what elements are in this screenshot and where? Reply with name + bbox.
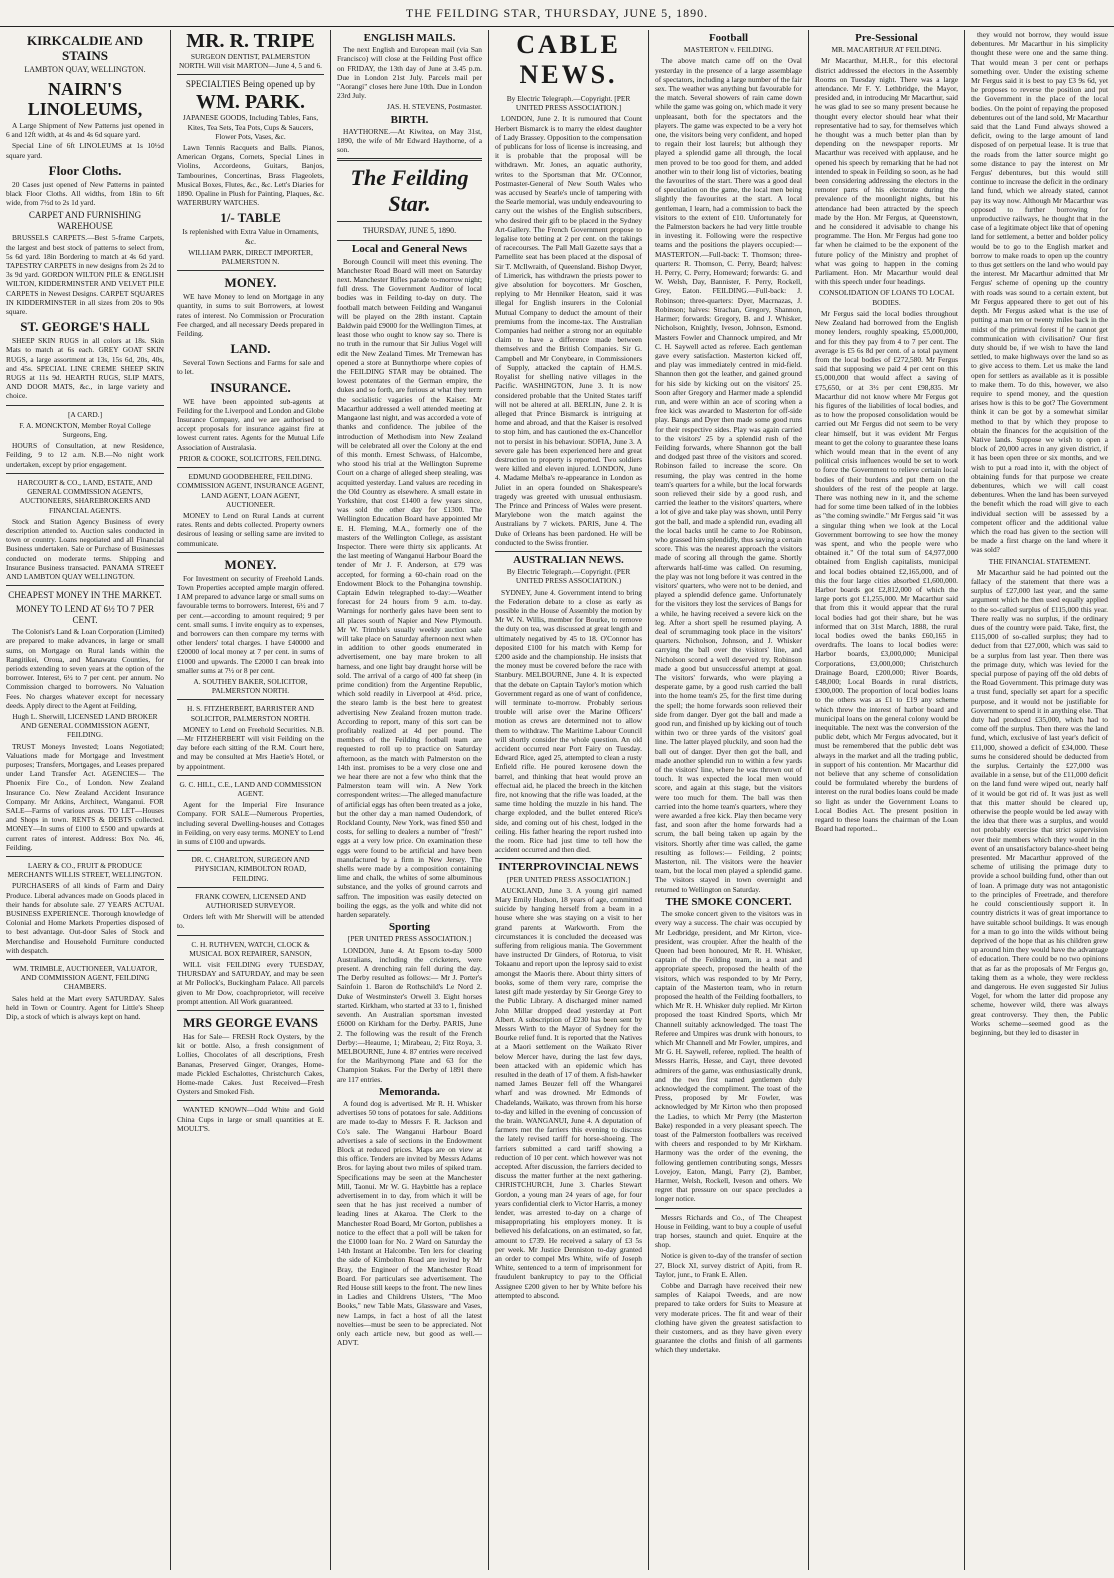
hall-text: SHEEP SKIN RUGS in all colors at 18s. Skin Mats to match at 6s each. GREY GOAT SKIN RUGS, a large assortment at 13s, 15s 6d, 20s, 40s, and 45s. SPECIAL LINE CREME SHEEP SKIN RUGS at 11s 9d. HEARTH RUGS, SLIP MATS, AND DOOR MATS, &c., in large variety and choice. [6,336,164,401]
laery-text: PURCHASERS of all kinds of Farm and Dairy Produce. Liberal advances made on Goods placed in their hands for absolute sale. 27 YEARS ACTUAL BUSINESS EXPERIENCE. Thorough knowledge of Colonial and Home Markets Properties disposed of to best advantage. Out-door Sales of Stock and Merchandise and Household Furniture conducted with despatch. [6,881,164,955]
sherwill-name: Hugh L. Sherwill, LICENSED LAND BROKER AND GENERAL COMMISSION AGENT, FEILDING. [12,711,158,740]
money2-title: MONEY. [224,556,277,572]
mails-title: ENGLISH MAILS. [363,32,456,44]
park-text: Lawn Tennis Racquets and Balls. Pianos, American Organs, Cornets, Special Lines in Violins, Accordeons, Guitars, Banjos, Tambourines, Concertinas, Brass Flageolets, Musical Boxes, Flutes, &c., &c. Lett's Diaries for 1890. Opaline in Plush for Painting, Plaques, &c. WATERBURY WATCHES. [177,143,324,208]
local-ad-3: Cobbe and Darragh have received their new samples of Kaiapoi Tweeds, and are now prepared to take orders for Suits to Measure at very moderate prices. The fit and wear of their clothing have given the greatest satisfaction to their customers, and as they have given every guarantee the cloths and finish of all garments which they undertake. [655,1281,802,1355]
issue-date: THURSDAY, JUNE 5, 1890. [362,226,457,236]
local-news-text: Borough Council will meet this evening. The Manchester Road Board will meet on Saturday next. Manchester Rifles parade to-morrow night; full dress. The Government Auditor of local bodies was in Feilding to-day on duty. The football match between Feilding and Wanganui will be played on the 28th instant. Captain Baldwin paid £9000 for the Wellington Times, at least those who ought to know say so. There is no truth in the rumour that Sir Julius Vogel will edit the New Zealand Times. Mr Tremewan has opened a store at Bunnythorpe where copies of the FEILDING STAR may be obtained. The lowest potentates of the German empire, the dukes and so forth, are furious at what they term the socialistic vagaries of the Kaiser. Mr Macarthur addressed a well attended meeting at Mangaone last night, and was accorded a vote of thanks and confidence. The jubilee of the introduction of Methodism into New Zealand will be celebrated all over the Colony at the end of this month. Ernest Schwass, of Halcombe, who stood his trial at the Wellington Supreme Court on a charge of alleged sheep stealing, was acquitted yesterday. Land values are receding in the Old Country as elsewhere. A small estate in Yorkshire, that cost £1400 a few years since, was sold the other day for £1300. The Wellington Education Board have appointed Mr E. H. Fleming, M.A., formerly one of the masters of the Wellington College, as assistant Inspector. There were thirty six applicants. At the last meeting of Wanganui Harbour Board the tender of Mr J. F. Anderson, at £79 was accepted, for forming a 60-chain road on the Endowment Block to the Pohangina township. Captain Edwin telegraphed to-day:—Weather forecast for 24 hours from 9 a.m. to-day. Warnings for northerly gales have been sent to all places south of Napier and New Plymouth. Mr W. Trimble's usually weekly auction sale will take place on Saturday afternoon next when in addition to other goods enumerated in advertisement, one bay mare broken to all harness, and one light bay draught horse will be sold. The arrival of a cargo of 400 fat sheep (in prime condition) from the Argentine Republic, which sold readily in Liverpool at 4½d. price, the stearo lamb is the best here to greatest advertising New Zealand frozen mutton trade. According to report, many of this sort can be profitably realized at 4d per pound. The members of the Feilding football team are requested to roll up to practice on Saturday afternoon, as the match with Palmerston on the 14th inst. promises to be a very close one and we hear there are not a few who think that the Palmerston team will win. A New York correspondent writes:—The alleged manufacture of artificial eggs has often been treated as a joke, but the other day a man named Oudendork, of Rockland County, New York, was fined $50 and costs, for selling to dealers a number of "fresh" eggs at a very low price. On examination these eggs were found to be artificial and have been manufactured by a firm in New Jersey. The shells were made by a composition containing lime and chalk, the whites of some albuminous substance, and the yolks of ground carrots and saffron. The imposition was easily detected on boiling the eggs, as the yolk and white did not harden separately. [337,256,482,920]
paper-title: The Feilding Star. [350,165,469,217]
land-text: Several Town Sections and Farms for sale and to let. [177,358,324,377]
tripe-text: SURGEON DENTIST, PALMERSTON NORTH. Will visit MARTON—June 4, 5 and 6. [178,52,323,71]
sherwill-text: TRUST Moneys Invested; Loans Negotiated; Valuations made for Mortgage and Investment purposes; Transfers, Mortgages, and Leases prepared under Land Transfer Act. AGENCIES— The Phoenix Fire Co., of London. New Zealand Insurance Co. New Zealand Accident Insurance Company. Mr Atkins, Architect, Wanganui. FOR SALE—Farms of various areas. TO LET—Houses and Shops in town. RENTS & DEBTS collected. MONEY—In sums of £100 to £500 and upwards at current rates of interest. Address: Box No. 46, Feilding. [6,741,164,852]
sporting-text: LONDON, June 4. At Epsom to-day 5000 Australians, including the cricketers, were present. A drenching rain fell during the day. The Derby resulted as follows:— Mr J. Porter's Sainfoin 1. Baron de Rothschild's Le Nord 2. Duke of Westminster's Orwell 3. Eight horses started. Kirkham, who started at 33 to 1, finished seventh. An Australian sportsman invested £6000 on Kirkham for the Derby. PARIS, June 2. The following was the result of the French Derby:—Heaume, 1; Mirabeau, 2; Fitz Roya, 3. MELBOURNE, June 4. 87 entries were received for the Maribyrnong Plate and 63 for the Champion Stakes. For the Derby of 1891 there are 117 entries. [337,945,482,1084]
masthead: THE FEILDING STAR, THURSDAY, JUNE 5, 1890. [0,0,1114,27]
cowen-name: FRANK COWEN, LICENSED AND AUTHORISED SURVEYOR. [195,891,306,911]
column-1 [0,30,170,1570]
goodbehere-text: MONEY to Lend on Rural Lands at current rates. Rents and debts collected. Property owners desirous of leasing or selling same are invited to communicate. [177,510,324,548]
local-ad-1: Messrs Richards and Co., of The Cheapest House in Feilding, want to buy a couple of useful trap horses, staunch and quiet. Enquire at the shop. [655,1212,802,1250]
sporting-title: Sporting [389,921,430,934]
consolidation-text: Mr Fergus said the local bodies throughout New Zealand had borrowed from the English money lenders, roughly speaking, £5,000,000, and for this they pay from 4 to 7 per cent. The average is £5 6s 8d per cent. of a total payment from the local bodies of £272,580. Mr Fergus said that supposing we paid 4 per cent on this £5,000,000 that would affect a saving of £75,650, or at 3½ per cent £98,835. Mr Macarthur did not know where Mr Fergus got his figures of the liabilities of local bodies, and as to how the proposed consolidation would be carried out Mr Fergus did not seem to be very clear himself, but it was evident Mr Fergus meant to get the colony to guarantee these loans which would mean that in the event of any political crisis influences would be set to work to force the Government to relieve certain local bodies of their burdens and put them on the shoulders of the rest of the people at large. There was nothing new in it, and the scheme had for some time been talked of in the lobbies as "the coming swindle." Mr Fergus said "it was a singular thing when we look at the Local Government borrowing to see how the money was spent, and who the people were who obtained it." Of the total sum of £4,977,000 obtained from English capitalists, municipal and local bodies obtained £2,165,000, and of this the four large cities absorbed £1,600,000. Harbor boards got £2,812,000 of which the large ports got £1,255,000. Mr Macarthur said that from this it would appear that the rural local bodies had got their share, but he was informed that on 31st March, 1888, the rural local bodies owed the banks £60,165 in overdrafts. The loans to local bodies were: Harbor boards, £3,000,000; Municipal Corporations, £3,000,000; Christchurch Drainage Board, £200,000; River Boards, £48,000; Local Boards in rural districts, £300,000. The proportion of local bodies loans to the others was as £1 to £19 any scheme which threw the interest of harbor board and municipal loans on the general colony would be inequitable. The next was the conversion of the public debt, which Mr Fergus advocated, but it must be remembered that the public debt was always in the market and all the trading public, in support of his contention. Mr Macarthur did not believe that any scheme of consolidation could be formulated whereby the burdens of interest on the rural bodies loans could be made so light as under the Government Loans to Local Bodies Act. The present position in regard to these loans the chairman of the Loan Board had reported... [815,308,958,834]
fitzherbert-name: H. S. FITZHERBERT, BARRISTER AND SOLICITOR, PALMERSTON NORTH. [187,704,314,723]
interprovincial-title: INTERPROVINCIAL NEWS [498,861,639,874]
smoke-concert-text: The smoke concert given to the visitors was in every way a success. The chair was occupied by Mr Ledbridge, president, and Mr Kirton, vice-president, was croupier. After the health of the Queen had been honoured, Mr R. H. Whisker, captain of the Feilding team, in a neat and appropriate speech, proposed the health of the visitors, which was responded to by Mr Perry, captain of the Masterton team, who in return proposed the health of the Feilding footballers, to which Mr R. H. Whisker duly replied. Mr Kirton proposed the toast Kindred Sports, which Mr Channell suitably acknowledged. The toast The Referee and Umpires was drunk with honours, to which Mr Channell and Mr Fowler, umpires, and Mr G. H. Saywell, referee, replied. The health of Messrs Harris, Hesse, and Cayt, three devoted admirers of the game, was enthusiastically drunk, and the two first named gentlemen duly acknowledged the compliment. The toast of the Press, proposed by Mr Fowler, was acknowledged by Mr Kirton who then proposed the Ladies, to which Mr Perry (the Masterton Bake) responded in a very pleasant speech. The toast of the Palmerston footballers was received with cheers and responded to by Mr Kirkham. Harmony was the order of the evening, the following gentlemen contributing songs, Messrs Lovejoy, Eaton, Mangi, Parry (2), Bamber, Harmer, Welsh, Rockell, Iveson and others. We regret that pressure on our space precludes a longer notice. [655,909,802,1204]
monckton-name: F. A. MONCKTON, Member Royal College Surgeons, Eng. [19,420,151,440]
australian-news-title: AUSTRALIAN NEWS. [513,553,624,566]
pre-sessional-title: Pre-Sessional [855,32,918,44]
evans-text: Has for Sale— FRESH Rock Oysters, by the kit or bottle. Also, a fresh consignment of Lollies, Chocolates of all descriptions, Fresh Bananas, Preserved Ginger, Oranges, Home-made Pickled Eschalottes, Christchurch Cakes, Home-made Cakes. Just Received—Fresh Oysters and Smoked Fish. [177,1032,324,1097]
interprovincial-assoc: [PER UNITED PRESS ASSOCIATION.] [506,874,631,884]
monckton-text: HOURS of Consultation, at new Residence, Feilding, 9 to 12 a.m. N.B.—No night work undertaken, except by prior engagement. [6,441,164,469]
floor-cloths-title: Floor Cloths. [48,162,122,178]
table-text: Is replenished with Extra Value in Ornaments, &c. [182,227,319,246]
column-3 [331,30,488,1570]
kirkcaldie-address: LAMBTON QUAY, WELLINGTON. [24,65,146,74]
linoleum-text-2: Special Line of 6ft LINOLEUMS at 1s 10½d square yard. [6,141,164,160]
column-4 [489,30,648,1570]
football-sub: MASTERTON v. FEILDING. [683,45,774,55]
money-text: The Colonist's Land & Loan Corporation (Limited) are prepared to make advances, in large or small sums, on Mortgage on Rural lands within the Rangitikei, Oroua, and Manawatu Counties, for periods extending to seven years at the option of the borrower. Interest, 6½ to 7 per cent. per annum. No Commission charged to borrowers. No Valuation Fees. No charges whatever except for necessary deeds. Apply direct to the Agent at Feilding, [6,627,164,710]
money-title: MONEY. [224,275,277,291]
local-news-title: Local and General News [351,243,468,256]
money-text: WE have Money to lend on Mortgage in any quantity, in sums to suit Borrowers, at lowest rates of interest. No Commission or Procuration Fee charged, and all necessary Deeds prepared in Feilding. [177,292,324,339]
prior-cooke: PRIOR & COOKE, SOLICITORS, FEILDING. [179,453,322,463]
linoleum-text: A Large Shipment of New Patterns just opened in 6 and 12ft width, at 4s and 4s 6d square yard. [6,121,164,140]
column-6 [809,30,964,1570]
baker-name: A. SOUTHEY BAKER, SOLICITOR, PALMERSTON NORTH. [193,676,308,696]
harcourt-text: Stock and Station Agency Business of every description attended to. Auction sales conducted in town or country. Loans negotiated and all Financial Business undertaken. Sale or Purchase of Businesses conducted on moderate terms. Shipping and Insurance Business transacted. PANAMA STREET AND LAMBTON QUAY WELLINGTON. [6,516,164,581]
charlton-name: DR. C. CHARLTON, SURGEON AND PHYSICIAN, KIMBOLTON ROAD, FEILDING. [191,855,310,883]
sporting-assoc: [PER UNITED PRESS ASSOCIATION.] [347,934,472,944]
macarthur-continued-text: they would not borrow, they would issue debentures. Mr Macarthur in his simplicity thought these were one and the same thing. That would mean 3 per cent or perhaps something over. Under the existing scheme Mr Fergus said it is best to pay £3 9s 6d, yet he proposes to reverse the position and put the Government in the place of the local bodies. On the point of repaying the proposed debentures out of the land sold, Mr Macarthur said that the Land Fund always showed a deficit, owing to the large amount of land disposed of on perpetual lease. It is true that the roads from the latter source might go some distance to pay the interest on Mr Fergus' debentures, but this would still continue to increase the deficit in the ordinary land fund, which we already stated, cannot pay its way now. Although Mr Macarthur was opposed to further borrowing for unproductive railways, he thought that in the case of a legitimate object like that of opening land for settlement, a better and bolder policy would be to go to the English market and borrow to make roads to open up the country to thus get settlers on the land who would pay the interest. Mr Macarthur admitted that Mr Fergus' scheme of opening up the country with roads was sound to a certain extent, but Mr Fergus appeared there to get out of his depth. Mr Fergus asked what is the use of putting a man ten or twenty miles back in the midst of the primeval forest if he cannot get communication with civilisation? Our first duty should be, if we wish to have the land settled, to make highways over the land so as to give access to them. Let us make the land open for settlers as available as it is possible to make them. To do this, however, we also require to spend money, and the question arises how is this to be got? The Government think it can be got by a somewhat similar method to that by which they propose to obtain the finances for the acquisition of the Native lands. Suppose we wish to open a block of 20,000 acres in any given district, if it has been open three or six months, and we wish to put a road into it, with the object of obtaining funds for that purpose we create debentures, which we will call coast debentures. When the land has been surveyed the benefit which the road will give to each individual section will be assessed by a competent officer and the additional value which the road has given to the section will be made a first charge on the land where it was sold? [971,30,1108,555]
mails-sign: JAS. H. STEVENS, Postmaster. [386,102,482,112]
evans-name: MRS GEORGE EVANS [183,1015,318,1031]
land-title: LAND. [230,341,271,357]
birth-title: BIRTH. [390,113,429,126]
memoranda-title: Memoranda. [379,1085,440,1098]
consolidation-title: CONSOLIDATION OF LOANS TO LOCAL BODIES. [818,288,955,307]
cable-news-title: CABLE NEWS. [516,30,621,89]
fitzherbert-text: MONEY to Lend on Freehold Securities. N.B.—Mr FITZHERBERT will visit Feilding on the day before each sitting of the R.M. Court here, and may be consulted at Mrs Haetie's Hotel, or by appointment. [177,724,324,771]
insurance-title: INSURANCE. [210,379,291,395]
ruthven-text: WILL visit FEILDING every TUESDAY, THURSDAY and SATURDAY, and may be seen at Mr Pollock's, Buckingham Palace. All parcels given to Mr Dow, coachproprietor, will receive prompt attention. All Work guaranteed. [177,960,324,1006]
trimble-text: Sales held at the Mart every SATURDAY. Sales held in Town or Country. Agent for Little's Sheep Dip, a stock of which is always kept on hand. [6,993,164,1022]
park-name: WM. PARK. [195,91,306,114]
football-title: Football [708,32,749,44]
mails-text: The next English and European mail (via San Francisco) will close at the Feilding Post office on FRIDAY, the 13th day of June at 3.45 p.m. Due in London 21st July. Parcels mail per "Aorangi" closes here June 10th. Due in London 23rd July. [337,45,482,101]
insurance-text: WE have been appointed sub-agents at Feilding for the Liverpool and London and Globe Insurance Company, and we are authorised to accept proposals for insurance against fire at lowest current rates. Agents for the Mutual Life Association of Australasia. [177,396,324,452]
specialties-title: SPECIALTIES Being opened up by [185,79,316,90]
pre-sessional-text: Mr Macarthur, M.H.R., for this electoral district addressed the electors in the Assembly Rooms on Tuesday night. There was a large attendance. Mr F. Y. Lethbridge, the Mayor, presided and, in introducing Mr Macarthur, said he was glad to see so many present because he thought every elector should hear what their representative had to say, for themselves which he thought was a much better plan than by depending on the newspaper reports. Mr Macarthur was received with applause, and he opened his speech by remarking that he had not intended to speak in Feilding so soon, as he had been considering addressing the electors in the remoter parts of his electorate during the prevalence of the moonlight nights, but his attendance had been attracted by the speech made by the Hon. Mr Fergus, at Queenstown, and he considered it advisable to change his programme. The Hon. Mr Fergus had gone too far when he claimed to be the exponent of the future policy of the Ministry and prophet of what was going to happen in the coming Parliament. Hon. Mr Macarthur would deal with this speech under four headings. [815,56,958,287]
park-goods: JAPANESE GOODS, Including Tables, Fans, Kites, Tea Sets, Tea Pots, Cups & Saucers, Flower Pots, Vases, &c. [182,113,319,141]
harcourt-title: HARCOURT & CO., LAND, ESTATE, AND GENERAL COMMISSION AGENTS, AUCTIONEERS, SHAREBROKERS AND FINANCIAL AGENTS. [17,477,153,515]
hall-title: ST. GEORGE'S HALL [20,319,150,335]
park-sign: WILLIAM PARK, DIRECT IMPORTER, PALMERSTON N. [188,247,313,267]
carpet-title: CARPET AND FURNISHING WAREHOUSE [28,210,142,232]
ruthven-name: C. H. RUTHVEN, WATCH, CLOCK & MUSICAL BOX REPAIRER, SANSON, [189,939,312,958]
floor-cloths-text: 20 Cases just opened of New Patterns in painted black Floor Cloths. All widths, from 18in to 6ft wide, from 7½d to 2s 1d yard. [6,179,164,208]
cable-byline: By Electric Telegraph.—Copyright. [PER UNITED PRESS ASSOCIATION.] [506,94,631,113]
financial-statement-text: Mr Macarthur said he had pointed out the fallacy of the statement that there was a surplus of £27,000 last year, and the same argument which he then used equally applied to the so-called surplus of £115,000 this year. There really was no surplus, if the ordinary dues of the country were paid. Take, first, the £115,000 of so-called surplus; they had to deduct from that £27,000, which was said to be a surplus from last year. Then there was the primage duty, which was levied for the special purpose of paying off the old debts of the Road Government. This primage duty was a trust fund, specially set apart for a specific purpose, and it would not be justifiable for Government to spend it in anything else. That duty had produced £35,000, which had to come off the surplus. Then there was the land fund, which, exclusive of last year's deficit of £11,000, showed a deficit of £34,000. These sums he considered should be deducted from the surplus. Certainly the £27,000 was available in a sense, but of the £11,000 deficit on the land fund were wiped out, nearly half of it would be got rid of. It was just as well that this matter should be cleared up, otherwise the people would be led away with the idea that there was a surplus, and would not probably exercise that strict supervision over their members which they would in the event of an unsatisfactory balance-sheet being presented. Mr Macarthur approved of the scheme of utilising the primage duty to provide a school building fund, other than out of loan. A primage duty was not antagonistic to the principles of Freetrade, and therefore he could conscientiously support it. In country districts it was of great importance to have suitable school buildings. It was enough for a man to go into the wilds without being deprived of the hope that as his children grew up around him they would have the advantage of education. There could be no two opinions that as far as the proposals of Mr Fergus go, taking them as a whole, they were reckless and dangerous. He even suggested Sir Julius Vogel, for whom the latter did propose any scheme, however wild, there was always great controversy. They then, the Public Works scheme—seemed good as the beginning, but they led to disaster in [971,567,1108,1037]
table-title: 1/- TABLE [220,210,281,226]
cable-news-text: LONDON, June 2. It is rumoured that Count Herbert Bismarck is to marry the eldest daughter of Lady Brassey. Opposition to the compensation of publicans for loss of license is increasing, and it is probable that the proposal will be withdrawn. Mr. Jones, an aquatic authority, writes to the Sportsman that Mr. O'Connor, Postmaster-General of New South Wales who was accused by Searle's uncle of tampering with the Searle memorial, was unduly endeavouring to carry out the wishes of the English subscribers, who desired their gift to be placed in the Sydney Art-Gallery. The French Government propose to legalise tote betting at 2 per cent. on the takings of racecourses. The Pall Mall Gazette says that a Parnellite seat has been placed at the disposal of Sir T. McIlwraith, of Queensland. Bishop Dwyer, of Limerick, has withdrawn the priests power to give absolution for boycotters. Mr Goschen, replying to Mr Henniker Heaton, said it was illegal for English insurers in the Colonial Mutual Company to deduct the amount of their premiums from the income-tax. The Australian Companies had neither a strong nor an equitable claim to have a difference made between themselves and the British Companies. Sir G. Campbell and Mr Conybeare, in Commissioners of Supply, attacked the captain of H.M.S. Royalist for shelling native villages in the Pacific. WASHINGTON, June 3. It is now considered probable that the United States tariff will not be altered at all. BERLIN, June 2. It is alleged that Prince Bismarck is intriguing at home and abroad, and that the Kaiser is resolved to stop him, and has cautioned the ex-Chancellor not to persist in his behaviour. SOFIA, June 3. A severe gale has been experienced here and great destruction to property is reported. Two soldiers were killed and eleven injured. LONDON, June 4. Madame Melba's re-appearance in London as Juliet in an opera founded on Shakespeare's tragedy was greeted with unusual enthusiasm. The Prince and Princess of Wales were present. Marylebone won the match against the Australians by 7 wickets. PARIS, June 4. The Duke of Orleans has been pardoned. He will be conducted to the Swiss frontier. [495,114,642,547]
cowen-text: Orders left with Mr Sherwill will be attended to. [177,912,324,931]
carpet-text: BRUSSELS CARPETS.—Best 5-frame Carpets, the largest and best stock of patterns to select from, 5s 6d yard. 18in Bordering to match at 4s 6d yard. TAPESTRY CARPETS in new designs from 2s 2d to 3s 9d yard. GORDON WILTON PILE & ENGLISH WILTON, KIDDERMINSTER AND VELVET PILE CARPETS in Newest Designs. CARPET SQUARES IN KIDDERMINSTER in all sizes from 20s to 90s square. [6,233,164,317]
local-ad-2: Notice is given to-day of the transfer of section 27, Block XI, survey district of Apiti, from R. Taylor, junr., to Frank E. Allen. [655,1251,802,1279]
column-2 [171,30,330,1570]
kirkcaldie-name: KIRKCALDIE AND STAINS [27,33,143,63]
goodbehere-name: EDMUND GOODBEHERE, FEILDING. COMMISSION AGENT, INSURANCE AGENT, LAND AGENT, LOAN AGENT, AUCTIONEER. [177,472,324,509]
australian-news-text: SYDNEY, June 4. Government intend to bring the Federation debate to a close as early as possible in the House of Assembly the motion by Mr W. N. Willis, member for Bourke, to remove the duty on tea, was discussed at great length and ultimately negatived by 45 to 18. O'Connor has deposited £100 for his match with Kemp for £200 aside and the championship. He insists that the money must be covered before the race with Stanbury. MELBOURNE, June 4. It is expected that the debate on Captain Taylor's motion which Government regard as one of want of confidence, will terminate to-morrow. Probably serious trouble will arise over the Marine Officers' motion as crews are determined not to allow them to withdraw. The Maritime Labour Council will shortly consider the whole question. An old accident occurred near Port Fairy on Tuesday. Edward Rice, aged 25, attempted to clean a rusty Enfield rifle. He poured kerosene down the barrel, and thinking that heat would prove an effectual aid, he placed the breech in the kitchen fire, not knowing that the rifle was loaded, at the same time holding the muzzle in his hand. The charge exploded, and the bullet entered Rice's side, and coming out of his chest, lodged in the ceiling. His father hearing the report rushed into the room. Rice had just time to tell how the accident occurred and then died. [495,587,642,855]
cheapest-money-title: CHEAPEST MONEY IN THE MARKET. [8,590,162,601]
football-text: The above match came off on the Oval yesterday in the presence of a large assemblage of spectators, including a large number of the fair sex. The weather was anything but favourable for the match. Several showers of rain came down while the game was going on, which made it very unpleasant, both for the spectators and the players. The game was expected to be a very hot one, the visitors being very confident, and hoped to regain their lost laurels; but although they played a splendid game all through, the local men proved to be too good for them, and added another win to their long list of victories, beating the favourites of the start. There was a good deal of speculation on the game, the local men being slightly the favourites at the start. A local gentleman, I learn, had a commission to back the visitors to the extent of £10. Unfortunately for the Palmerston backers he had very little trouble in investing it. Following were the respective teams and the positions the players occupied:— MASTERTON.—Full-back: T. Thomson; three-quarters: R. Thomson, C. Perry, Beard; halves: H. Perry, C. Perry, Homeward; forwards: G. and W. Welsh, Day, Bannister, F. Perry, Rockell, Grey, Eaton. FEILDING.—Full-back: J. Robinson; three-quarters: Dyer, Macrnazas, J. Robinson; halves: Strachan, Gregory, Shannon, Harmer; forwards: Gregory, B. and J. Whisker, Nicholson, Knightly, Iveson, Johnson, Esmond. Masters Fowler and Channock umpired, and Mr C. H. Saywell acted as referee. Each gentleman gave every satisfaction. Masterton kicked off, and play was immediately centred in mid-field. Shannon then got the leather, and gained ground for his side by kicking out on the visitors' 25. Soon after Gregory and Harmer made a splendid run, and were within an ace of scoring when a free kick was awarded to Masterton for off-side play. Bangs and Dyer then made some good runs for their respective sides. Play was again carried to the visitors' 25 by a splendid rush of the Feilding forwards, where Shannon got the ball and dodged past three of the visitors and scored. Robinson failed to increase the score. On resuming, the play was centred in the home team's quarters for a while, but the local forwards soon relieved their side by a good rush, and carried the leather to the visitors' quarters, where a lot of give and take play was shown, until Perry got the ball, and made a splendid run, evading all the local backs until he came to Joe Robinson, who grassed him splendidly, thus saving a certain score. This was the nearest approach the visitors made of scoring all through the game. Shortly afterwards half-time was called. On resuming, the play was not long before it was centred in the visitors' quarters, who were not to be denied, and played a splendid defence game. Unfortunately for the visitors they lost the services of Bangs for a while, he having received a severe kick on the leg. After a short spell he resumed playing. A deal of scrummaging took place in the visitors' quarters. Nicholson, Johnson, and J. Whisker carrying the ball over the visitors' line, and Nicholson scored a well deserved try. Robinson made a good but unsuccessful attempt at goal. The visitors' forwards, who were playing a desperate game, by a good rush carried the ball into the home team's 25, for the first time during the spell; the home forwards soon relieved their side from danger. Dyer got the ball and made a good run, and finished up by kicking out of touch within two or three yards of the visitors' goal line. The latter played pluckily, and soon had the ball out of danger. Dyer then got the ball, and made another splendid run to within a few yards of the visitors' line, where he was thrown out of touch. It was expected the local men would score, and again at this stage, but the visitors were too much for them. The ball was then carried into the home team's quarters, where they were awarded a free kick. Play then became very fast, and soon after the home forwards had a scrum, the ball being taken up again by the visitors. Shortly after time was called, the game resulting as follows:— Feilding, 2 points; Masterton, nil. The visitors were the heavier team, but the local men played a splendid game. The visitors stayed in town overnight and returned to Wellington on Saturday. [655,56,802,894]
column-7 [965,30,1114,1570]
linoleum-title: NAIRN'S LINOLEUMS, [27,79,143,119]
tripe-name: MR. R. TRIPE [186,30,315,52]
column-5 [649,30,808,1570]
money2-text: For Investment on security of Freehold Lands. Town Properties accepted ample margin offered. I AM prepared to advance large or small sums on favourable terms to borrowers. Interest, 6½ and 7 per cent.—according to amount required; 9 per cent. small sums. I invite enquiry as to expenses, and borrowers can then compare my terms with other lenders' total charges. I have £40000 and £20000 of local money at 7 per cent. in sums of £1000 and upwards. The £2000 I can break into smaller sums at 7½ or 8 per cent. [177,573,324,675]
smoke-concert-title: THE SMOKE CONCERT. [665,895,792,908]
laery-name: LAERY & CO., FRUIT & PRODUCE MERCHANTS WILLIS STREET, WELLINGTON. [7,861,163,880]
wanted-known: WANTED KNOWN—Odd White and Gold China Cups in large or small quantities at E. MOULT'S. [177,1105,324,1133]
hill-name: G. C. HILL, C.E., LAND AND COMMISSION AGENT. [179,779,322,798]
card-label: [A CARD.] [67,409,103,419]
interprovincial-text: AUCKLAND, June 3. A young girl named Mary Emily Hudson, 18 years of age, committed suicide by hanging herself from a beam in a house where she was staying on a visit to her grand parents at Warkworth. From the circumstances it is concluded the deceased was suffering from religious mania. The Government have instructed Dr Ginders, of Rotorua, to visit Tokaanu and report upon the leprosy said to exist amongst the Maoris there. About thirty sitters of books, some of them very rare, comprise the latest gift made yesterday by Sir George Grey to the Public Library. A discharged miner named John Millar dropped dead yesterday at Port Albert. A subscription of £230 has been sent by Messrs Wirth to the Mayor of Sydney for the Bourke relief fund. It is reported that the Natives at a Maori settlement on the Waikato River below Mercer have, during the last few days, been attacked with an epidemic which has resulted in the death of 17 of them. A fish-hawker named James Beuzer fell off the Whangarei wharf and was drowned. Mr Edmonds of Chadelands, Waikato, was thrown from his horse to-day and killed in the evening of concussion of the brain. WANGANUI, June 4. A deputation of farmers met the farriers this evening to discuss the lately revised tariff for horse-shoeing. The farriers submitted a card tariff showing a reduction of 10 per cent. which however was not accepted. After discussion, the farriers decided to discuss the matter further at the next gathering. CHRISTCHURCH, June 3. Charles Stewart Gordon, a young man 24 years of age, for four years confidential clerk to Victor Harris, a money lender, was arrested to-day on a charge of misappropriating his employers money. It is believed his defalcations, on an estimated, so far, amount to £739. He received a salary of £3 5s per week. Mr Justice Denniston to-day granted an order to compel Mrs White, wife of Joseph White, sentenced to a term of imprisonment for fraudulent bankruptcy to pay to the Official Assignee £200 given to her by White before his attempted to abscond. [495,885,642,1300]
hill-text: Agent for the Imperial Fire Insurance Company. FOR SALE—Numerous Properties, including several Dwelling-houses and Cottages in Feilding, on very easy terms. MONEY to Lend in sums of £100 and upwards. [177,800,324,846]
trimble-name: WM. TRIMBLE, AUCTIONEER, VALUATOR, AND COMMISSION AGENT, FEILDING CHAMBERS. [12,964,158,992]
memoranda-text: A found dog is advertised. Mr R. H. Whisker advertises 50 tons of potatoes for sale. Additions are made to-day to Messrs F. R. Jackson and Co's sale. The Wanganui Harbour Board advertises a sale of sections in the Endowment Block at reduced prices. Maps are on view at this office. Tenders are invited by Messrs Adams Bros. for laying about two miles of spiked tram. Specifications may be seen at the Manchester Mill, Taonui. Mr W. G. Haybittle has a replace advertisement in to day, from which it will be seen that he has just received a number of leading lines at Akaroa. The Clerk to the Manchester Road Board, Mr Gorton, publishes a notice to the effect that a poll will be taken for the £1000 loan for No. 2 Ward on Saturday the 14th Instant at Halcombe. Ten lers for clearing the side of Kimbolton Road are invited by Mr Bray, the Engineer of the Manchester Road Board. For particulars see advertisement. The Red House still keeps to the front. The new lines in Ladies and Childrens Ulsters, "The Moo Books," new Table Mats, Glassware and Vases, new Lamps, in fact a host of all the latest novelties—must be seen to be appreciated. Not only each article new, but good as well.—ADVT. [337,1098,482,1348]
australian-byline: By Electric Telegraph.—Copyright. (PER UNITED PRESS ASSOCIATION.) [506,567,631,586]
birth-text: HAYTHORNE.—At Kiwitea, on May 31st, 1890, the wife of Mr Edward Haythorne, of a son. [337,126,482,155]
pre-sessional-sub: MR. MACARTHUR AT FEILDING. [831,45,942,55]
money-to-lend: MONEY TO LEND AT 6½ TO 7 PER CENT. [15,604,155,626]
financial-statement-title: THE FINANCIAL STATEMENT. [988,556,1091,566]
